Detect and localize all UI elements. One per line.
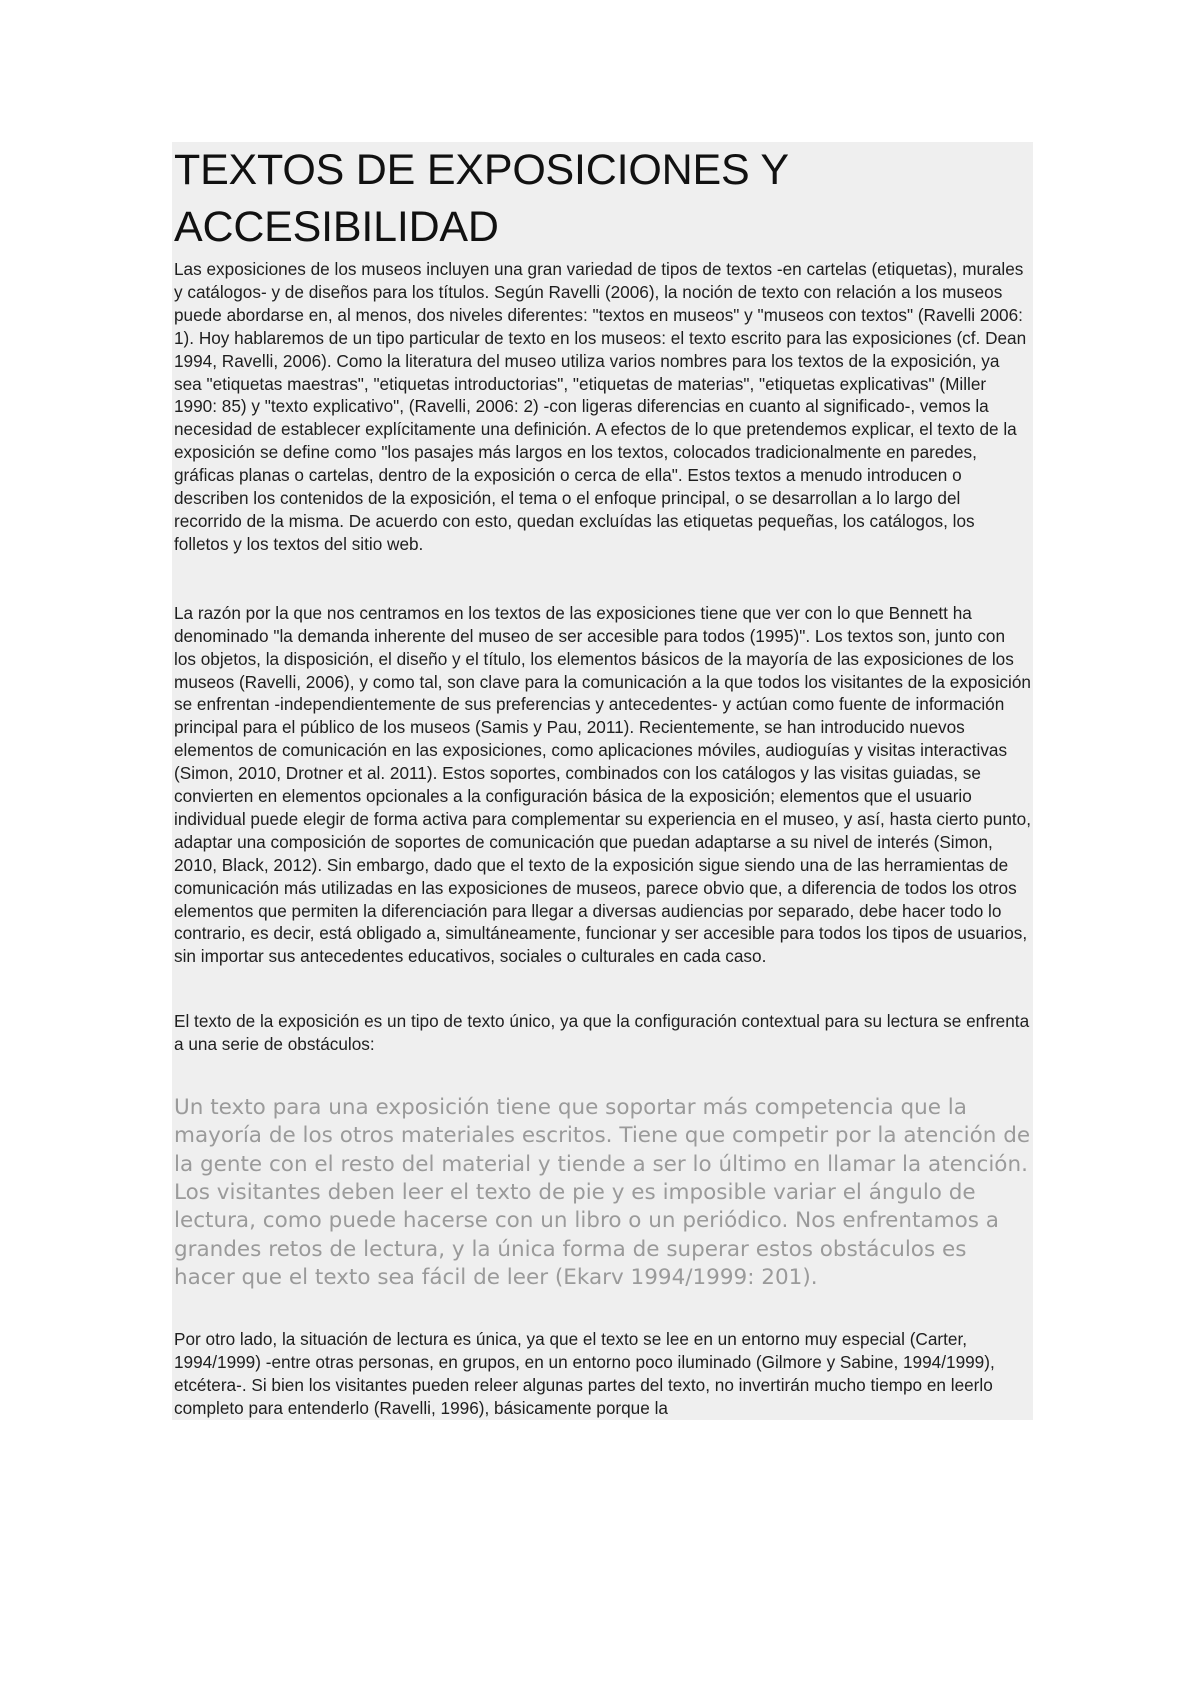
paragraph-spacer bbox=[172, 556, 1033, 600]
paragraph-reading-situation: Por otro lado, la situación de lectura es única, ya que el texto se lee en un entorno muy especial (Carter, 1994/1999) -entre otras personas, en grupos, en un entorno poco iluminado (Gilmore y Sabine, 1994/1999), etcétera-. Si bien los visitantes pueden releer algunas partes del texto, no invertirán mucho tiempo en leerlo completo para entenderlo (Ravelli, 1996), básicamente porque la bbox=[174, 1329, 995, 1418]
document-content bbox=[172, 142, 1033, 1420]
paragraph-spacer bbox=[172, 1292, 1033, 1326]
paragraph-accessibility: La razón por la que nos centramos en los textos de las exposiciones tiene que ver con lo que Bennett ha denominado "la demanda inherente del museo de ser accesible para todos (1995)". Los textos son, junto con los objetos, la disposición, el diseño y el título, los elementos básicos de la mayoría de las exposiciones de los museos (Ravelli, 2006), y como tal, son clave para la comunicación a la que todos los visitantes de la exposición se enfrentan -independientemente de sus preferencias y antecedentes- y actúan como fuente de información principal para el público de los museos (Samis y Pau, 2011). Recientemente, se han introducido nuevos elementos de comunicación en las exposiciones, como aplicaciones móviles, audioguías y visitas interactivas (Simon, 2010, Drotner et al. 2011). Estos soportes, combinados con los catálogos y las visitas guiadas, se convierten en elementos opcionales a la configuración básica de la exposición; elementos que el usuario individual puede elegir de forma activa para complementar su experiencia en el museo, y así, hasta cierto punto, adaptar una composición de soportes de comunicación que puedan adaptarse a su nivel de interés (Simon, 2010, Black, 2012). Sin embargo, dado que el texto de la exposición sigue siendo una de las herramientas de comunicación más utilizadas en las exposiciones de museos, parece obvio que, a diferencia de todos los otros elementos que permiten la diferenciación para llegar a diversas audiencias por separado, debe hacer todo lo contrario, es decir, está obligado a, simultáneamente, funcionar y ser accesible para todos los tipos de usuarios, sin importar sus antecedentes educativos, sociales o culturales en cada caso. bbox=[174, 602, 1031, 967]
page-title: TEXTOS DE EXPOSICIONES Y ACCESIBILIDAD bbox=[174, 146, 789, 251]
paragraph-spacer bbox=[172, 968, 1033, 1008]
paragraph-spacer bbox=[172, 1056, 1033, 1094]
block-quote: Un texto para una exposición tiene que soportar más competencia que la mayoría de los otros materiales escritos. Tiene que competir por la atención de la gente con el resto del material y tiende a ser lo último en llamar la atención. Los visitantes deben leer el texto de pie y es imposible variar el ángulo de lectura, como puede hacerse con un libro o un periódico. Nos enfrentamos a grandes retos de lectura, y la única forma de superar estos obstáculos es hacer que el texto sea fácil de leer (Ekarv 1994/1999: 201). bbox=[174, 1095, 1031, 1290]
paragraph-intro: Las exposiciones de los museos incluyen una gran variedad de tipos de textos -en cartelas (etiquetas), murales y catálogos- y de diseños para los títulos. Según Ravelli (2006), la noción de texto con relación a los museos puede abordarse en, al menos, dos niveles diferentes: "textos en museos" y "museos con textos" (Ravelli 2006: 1). Hoy hablaremos de un tipo particular de texto en los museos: el texto escrito para las exposiciones (cf. Dean 1994, Ravelli, 2006). Como la literatura del museo utiliza varios nombres para los textos de la exposición, ya sea "etiquetas maestras", "etiquetas introductorias", "etiquetas de materias", "etiquetas explicativas" (Miller 1990: 85) y "texto explicativo", (Ravelli, 2006: 2) -con ligeras diferencias en cuanto al significado-, vemos la necesidad de establecer explícitamente una definición. A efectos de lo que pretendemos explicar, el texto de la exposición se define como "los pasajes más largos en los textos, colocados tradicionalmente en paredes, gráficas planas o cartelas, dentro de la exposición o cerca de ella". Estos textos a menudo introducen o describen los contenidos de la exposición, el tema o el enfoque principal, o se desarrollan a lo largo del recorrido de la misma. De acuerdo con esto, quedan excluídas las etiquetas pequeñas, los catálogos, los folletos y los textos del sitio web. bbox=[174, 259, 1027, 554]
paragraph-obstacles: El texto de la exposición es un tipo de texto único, ya que la configuración contextual para su lectura se enfrenta a una serie de obstáculos: bbox=[174, 1011, 1030, 1055]
